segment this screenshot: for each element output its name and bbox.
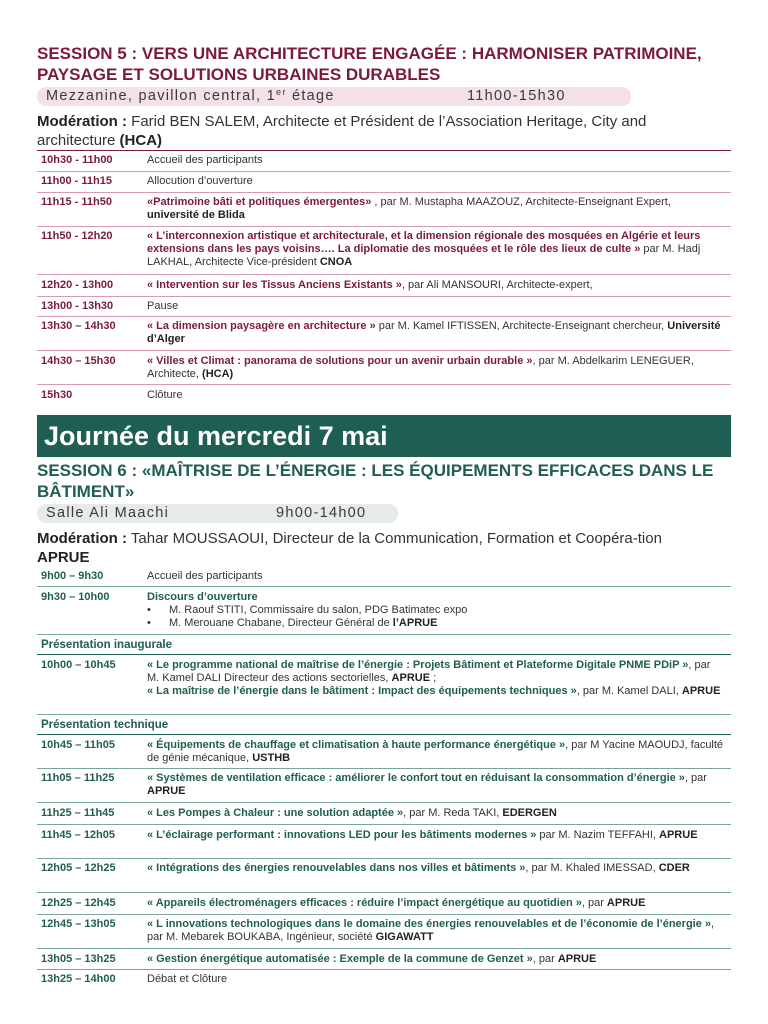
session5-moderation: Modération : Farid BEN SALEM, Architecte et Président de l’Association Heritage, City and architecture (HCA) <box>37 113 647 149</box>
schedule-row: 11h50 - 12h20 « L’interconnexion artistique et architecturale, et la dimension régionale des mosquées en Algérie et leurs extensions dans les pays voisins…. La diplomatie des mosquées et le rôle des lieux de culte » par M. Hadj LAKHAL, Architecte Vice-président CNOA <box>37 227 731 275</box>
session5-location: Mezzanine, pavillon central, 1er étage <box>46 87 335 104</box>
schedule-row: 12h05 – 12h25 « Intégrations des énergies renouvelables dans nos villes et bâtiments », par M. Khaled IMESSAD, CDER <box>37 859 731 893</box>
schedule-row: 10h45 – 11h05 « Équipements de chauffage et climatisation à haute performance énergétique », par M Yacine MAOUDJ, faculté de génie mécanique, USTHB <box>37 735 731 769</box>
session6-moderation: Modération : Tahar MOUSSAOUI, Directeur de la Communication, Formation et Coopéra-tion APRUE <box>37 530 662 566</box>
schedule-row: 9h00 – 9h30 Accueil des participants <box>37 566 731 587</box>
schedule-row: 11h15 - 11h50 «Patrimoine bâti et politiques émergentes» , par M. Mustapha MAAZOUZ, Architecte-Enseignant Expert, université de Blida <box>37 193 731 227</box>
list-item: • M. Raouf STITI, Commissaire du salon, PDG Batimatec expo <box>147 604 468 616</box>
session5-location-bar <box>37 87 631 106</box>
schedule-row: 15h30 Clôture <box>41 389 183 401</box>
section-heading-inaugural: Présentation inaugurale <box>37 635 731 655</box>
schedule-row: 11h00 - 11h15 Allocution d’ouverture <box>37 172 731 193</box>
schedule-row: 14h30 – 15h30 « Villes et Climat : panorama de solutions pour un avenir urbain durable », par M. Abdelkarim LENEGUER, Architecte, (HCA) <box>37 351 731 385</box>
list-item: • M. Merouane Chabane, Directeur Général de l’APRUE <box>147 617 438 629</box>
session5-time: 11h00-15h30 <box>467 88 566 104</box>
session5-title: SESSION 5 : VERS UNE ARCHITECTURE ENGAGÉE : HARMONISER PATRIMOINE, PAYSAGE ET SOLUTIONS URBAINES DURABLES <box>37 44 702 84</box>
schedule-row: 13h25 – 14h00 Débat et Clôture <box>41 973 228 985</box>
session6-location: Salle Ali Maachi <box>46 505 170 521</box>
schedule-row: 10h00 – 10h45 « Le programme national de maîtrise de l’énergie : Projets Bâtiment et Plateforme Digitale PNME PDiP », par M. Kamel DALI Directeur des actions sectorielles, APRUE ; « La maîtrise de l’énergie dans le bâtiment : Impact des équipements techniques », par M. Kamel DALI, APRUE <box>37 655 731 715</box>
schedule-row: 11h25 – 11h45 « Les Pompes à Chaleur : une solution adaptée », par M. Reda TAKI, EDERGEN <box>37 803 731 825</box>
day-banner: Journée du mercredi 7 mai <box>37 415 731 457</box>
session6-schedule <box>37 566 731 991</box>
schedule-row: 12h20 - 13h00 « Intervention sur les Tissus Anciens Existants », par Ali MANSOURI, Architecte-expert, <box>37 275 731 297</box>
session5-schedule <box>37 150 731 407</box>
schedule-row: 12h45 – 13h05 « L innovations technologiques dans le domaine des énergies renouvelables et de l’économie de l’énergie », par M. Mebarek BOUKABA, Ingénieur, société GIGAWATT <box>37 915 731 949</box>
schedule-row: 12h25 – 12h45 « Appareils électroménagers efficaces : réduire l’impact énergétique au quotidien », par APRUE <box>37 893 731 915</box>
schedule-row: 13h30 – 14h30 « La dimension paysagère en architecture » par M. Kamel IFTISSEN, Architecte-Enseignant chercheur, Université d’Alger <box>37 317 731 351</box>
schedule-row: 11h05 – 11h25 « Systèmes de ventilation efficace : améliorer le confort tout en réduisant la consommation d’énergie », par APRUE <box>37 769 731 803</box>
schedule-row: 13h05 – 13h25 « Gestion énergétique automatisée : Exemple de la commune de Genzet », par APRUE <box>37 949 731 970</box>
session6-location-bar <box>37 504 398 523</box>
section-heading-technical: Présentation technique <box>37 715 731 735</box>
session6-time: 9h00-14h00 <box>276 505 367 521</box>
schedule-row: 11h45 – 12h05 « L’éclairage performant : innovations LED pour les bâtiments modernes » par M. Nazim TEFFAHI, APRUE <box>37 825 731 859</box>
session6-title: SESSION 6 : «MAÎTRISE DE L’ÉNERGIE : LES ÉQUIPEMENTS EFFICACES DANS LE BÂTIMENT» <box>37 461 714 501</box>
schedule-row: 10h30 - 11h00 Accueil des participants <box>37 151 731 172</box>
schedule-row: 13h00 - 13h30 Pause <box>37 297 731 317</box>
schedule-row: 9h30 – 10h00 Discours d’ouverture • M. Raouf STITI, Commissaire du salon, PDG Batimatec expo • M. Merouane Chabane, Directeur Général de l’APRUE <box>37 587 731 635</box>
